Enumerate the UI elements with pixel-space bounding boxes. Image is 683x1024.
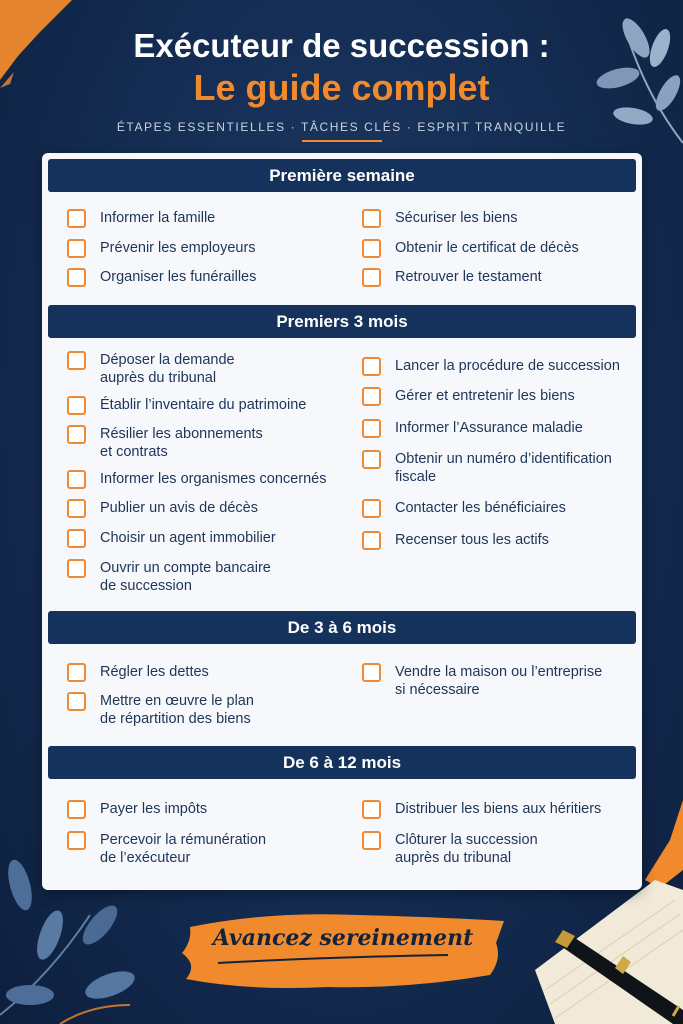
checklist-item[interactable] bbox=[362, 239, 579, 258]
checkbox-icon[interactable] bbox=[362, 239, 381, 258]
checkbox-icon[interactable] bbox=[67, 692, 86, 711]
task-label: Ouvrir un compte bancaire de succession bbox=[100, 560, 271, 594]
checkbox-icon[interactable] bbox=[67, 425, 86, 444]
section-header-de-6-a-12-mois: De 6 à 12 mois bbox=[48, 746, 636, 779]
checklist-item[interactable] bbox=[67, 831, 266, 867]
fountain-pen-icon bbox=[555, 920, 683, 1024]
checkbox-icon[interactable] bbox=[67, 499, 86, 518]
task-label: Obtenir un numéro d’identification fiscale bbox=[395, 451, 612, 485]
checklist-item[interactable] bbox=[67, 800, 207, 819]
task-label: Régler les dettes bbox=[100, 664, 209, 680]
task-label: Informer la famille bbox=[100, 210, 216, 226]
checkbox-icon[interactable] bbox=[362, 831, 381, 850]
checkbox-icon[interactable] bbox=[362, 387, 381, 406]
task-label: Vendre la maison ou l’entreprise si nécessaire bbox=[395, 664, 603, 698]
task-label: Gérer et entretenir les biens bbox=[395, 388, 575, 404]
checkbox-icon[interactable] bbox=[67, 470, 86, 489]
task-label: Résilier les abonnements et contrats bbox=[100, 426, 263, 460]
checklist-item[interactable] bbox=[67, 692, 254, 728]
checklist-item[interactable] bbox=[67, 663, 209, 682]
header bbox=[0, 26, 683, 142]
checkbox-icon[interactable] bbox=[362, 419, 381, 438]
task-label: Obtenir le certificat de décès bbox=[395, 240, 579, 256]
task-label: Sécuriser les biens bbox=[395, 210, 518, 226]
checkbox-icon[interactable] bbox=[67, 800, 86, 819]
checkbox-icon[interactable] bbox=[67, 351, 86, 370]
footer-slogan: Avancez sereinement bbox=[212, 925, 474, 951]
checkbox-icon[interactable] bbox=[362, 499, 381, 518]
checkbox-icon[interactable] bbox=[362, 663, 381, 682]
checkbox-icon[interactable] bbox=[67, 239, 86, 258]
checklist-item[interactable] bbox=[362, 499, 566, 518]
checkbox-icon[interactable] bbox=[67, 831, 86, 850]
task-label: Retrouver le testament bbox=[395, 269, 542, 285]
checkbox-icon[interactable] bbox=[67, 396, 86, 415]
checklist-item[interactable] bbox=[362, 357, 620, 376]
task-label: Contacter les bénéficiaires bbox=[395, 500, 566, 516]
task-label: Choisir un agent immobilier bbox=[100, 530, 276, 546]
orange-brush-stroke-right bbox=[640, 800, 683, 890]
checkbox-icon[interactable] bbox=[362, 531, 381, 550]
checklist-card bbox=[42, 153, 642, 890]
task-label: Déposer la demande auprès du tribunal bbox=[100, 352, 235, 386]
task-label: Lancer la procédure de succession bbox=[395, 358, 620, 374]
task-label: Publier un avis de décès bbox=[100, 500, 258, 516]
checkbox-icon[interactable] bbox=[362, 357, 381, 376]
checkbox-icon[interactable] bbox=[362, 800, 381, 819]
checklist-item[interactable] bbox=[67, 209, 215, 228]
checkbox-icon[interactable] bbox=[67, 559, 86, 578]
task-label: Prévenir les employeurs bbox=[100, 240, 256, 256]
page-subtitle: ÉTAPES ESSENTIELLES · TÂCHES CLÉS · ESPRIT TRANQUILLE bbox=[116, 120, 567, 134]
checklist-item[interactable] bbox=[362, 268, 542, 287]
section-header-de-3-a-6-mois: De 3 à 6 mois bbox=[48, 611, 636, 644]
checklist-item[interactable] bbox=[362, 663, 602, 699]
section-header-premiere-semaine: Première semaine bbox=[48, 159, 636, 192]
checkbox-icon[interactable] bbox=[67, 663, 86, 682]
task-label: Informer l’Assurance maladie bbox=[395, 420, 583, 436]
page-title-line2: Le guide complet bbox=[193, 67, 490, 108]
checklist-item[interactable] bbox=[362, 419, 583, 438]
task-label: Percevoir la rémunération de l’exécuteur bbox=[100, 832, 267, 866]
checkbox-icon[interactable] bbox=[362, 450, 381, 469]
checklist-item[interactable] bbox=[362, 387, 575, 406]
task-label: Clôturer la succession auprès du tribunal bbox=[395, 832, 538, 866]
checklist-item[interactable] bbox=[67, 425, 263, 461]
checklist-item[interactable] bbox=[67, 396, 306, 415]
task-label: Informer les organismes concernés bbox=[100, 471, 327, 487]
task-label: Recenser tous les actifs bbox=[395, 532, 549, 548]
checklist-item[interactable] bbox=[67, 239, 256, 258]
checkbox-icon[interactable] bbox=[67, 529, 86, 548]
checklist-item[interactable] bbox=[67, 351, 235, 387]
checklist-item[interactable] bbox=[67, 559, 271, 595]
task-label: Établir l’inventaire du patrimoine bbox=[100, 397, 307, 413]
checklist-item[interactable] bbox=[362, 831, 538, 867]
checklist-item[interactable] bbox=[67, 470, 326, 489]
checkbox-icon[interactable] bbox=[67, 209, 86, 228]
checklist-item[interactable] bbox=[362, 531, 549, 550]
task-label: Payer les impôts bbox=[100, 801, 208, 817]
task-label: Distribuer les biens aux héritiers bbox=[395, 801, 602, 817]
checklist-item[interactable] bbox=[362, 800, 601, 819]
task-label: Mettre en œuvre le plan de répartition des biens bbox=[100, 693, 254, 727]
subtitle-underline bbox=[302, 140, 382, 142]
checkbox-icon[interactable] bbox=[362, 268, 381, 287]
checkbox-icon[interactable] bbox=[67, 268, 86, 287]
page-title-line1: Exécuteur de succession : bbox=[133, 27, 550, 64]
checklist-item[interactable] bbox=[67, 268, 256, 287]
task-label: Organiser les funérailles bbox=[100, 269, 257, 285]
checklist-item[interactable] bbox=[362, 450, 612, 486]
checklist-item[interactable] bbox=[67, 529, 276, 548]
checklist-item[interactable] bbox=[67, 499, 258, 518]
section-header-premiers-3-mois: Premiers 3 mois bbox=[48, 305, 636, 338]
checklist-item[interactable] bbox=[362, 209, 518, 228]
checkbox-icon[interactable] bbox=[362, 209, 381, 228]
